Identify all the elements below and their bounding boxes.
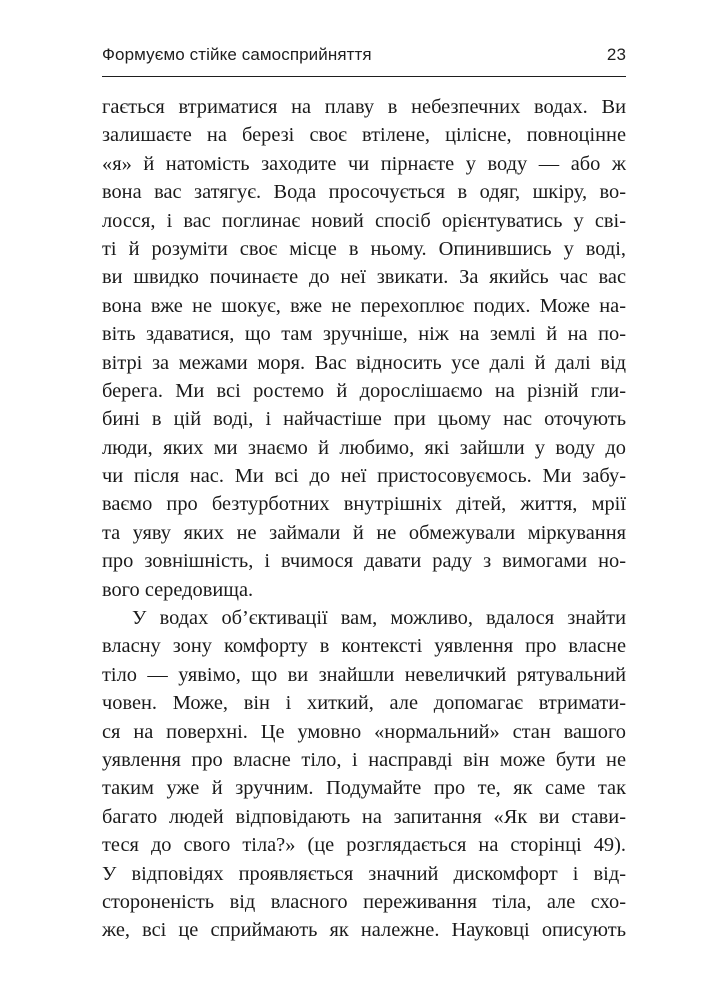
paragraph: [102, 93, 626, 604]
page-number: 23: [606, 45, 626, 64]
text-line: У відповідях проявляється значний дискомфорт і від-: [102, 862, 626, 885]
text-line: же, всі це сприймають як належне. Науковці описують: [102, 919, 626, 942]
text-line: ся на поверхні. Це умовно «нормальний» стан вашого: [102, 720, 626, 743]
text-line: власну зону комфорту в контексті уявлення про власне: [102, 635, 626, 658]
text-line: залишаєте на березі своє втілене, цілісне, повноцінне: [102, 124, 626, 147]
text-line: вого середовища.: [102, 578, 254, 601]
text-line: лосся, і вас поглинає новий спосіб орієнтуватись у сві-: [102, 209, 626, 232]
text-line: ви швидко починаєте до неї звикати. За якийсь час вас: [102, 266, 626, 289]
text-line: теся до свого тіла?» (це розглядається на сторінці 49).: [102, 834, 626, 857]
text-line: човен. Може, він і хиткий, але допомагає втримати-: [102, 692, 626, 715]
text-line: люди, яких ми знаємо й любимо, які зайшли у воду до: [102, 436, 626, 459]
text-line: берега. Ми всі ростемо й дорослішаємо на різній гли-: [102, 379, 626, 402]
text-line: ті й розуміти своє місце в ньому. Опинившись у воді,: [102, 237, 626, 260]
text-line: ваємо про безтурботних внутрішніх дітей, життя, мрії: [102, 493, 626, 516]
text-line: уявлення про власне тіло, і насправді він може бути не: [102, 748, 626, 771]
body-text: [102, 93, 626, 945]
paragraph: [102, 604, 626, 945]
text-line: бині в цій воді, і найчастіше при цьому нас оточують: [102, 408, 626, 431]
text-line: про зовнішність, і вчимося давати раду з вимогами но-: [102, 550, 626, 573]
text-line: та уяву яких не займали й не обмежували міркування: [102, 521, 626, 544]
text-line: таким уже й зручним. Подумайте про те, як саме так: [102, 777, 626, 800]
text-line: вона вас затягує. Вода просочується в одяг, шкіру, во-: [102, 181, 626, 204]
text-line: стороненість від власного переживання тіла, але схо-: [102, 890, 626, 913]
text-line: чи після нас. Ми всі до неї пристосовуємось. Ми забу-: [102, 465, 626, 488]
text-line: «я» й натомість заходите чи пірнаєте у воду — або ж: [102, 152, 626, 175]
text-line: багато людей відповідають на запитання «Як ви стави-: [102, 805, 626, 828]
running-header: [102, 40, 626, 70]
text-line: вітрі за межами моря. Вас відносить усе далі й далі від: [102, 351, 626, 374]
text-line: віть здаватися, що там зручніше, ніж на землі й на по-: [102, 323, 626, 346]
text-line: У водах об’єктивації вам, можливо, вдалося знайти: [132, 607, 626, 630]
text-line: гається втриматися на плаву в небезпечних водах. Ви: [102, 96, 626, 118]
header-rule: [102, 76, 626, 77]
chapter-title: Формуємо стійке самосприйняття: [102, 45, 372, 64]
text-line: вона вже не шокує, вже не перехоплює подих. Може на-: [102, 294, 626, 317]
text-line: тіло — уявімо, що ви знайшли невеличкий рятувальний: [102, 663, 626, 686]
